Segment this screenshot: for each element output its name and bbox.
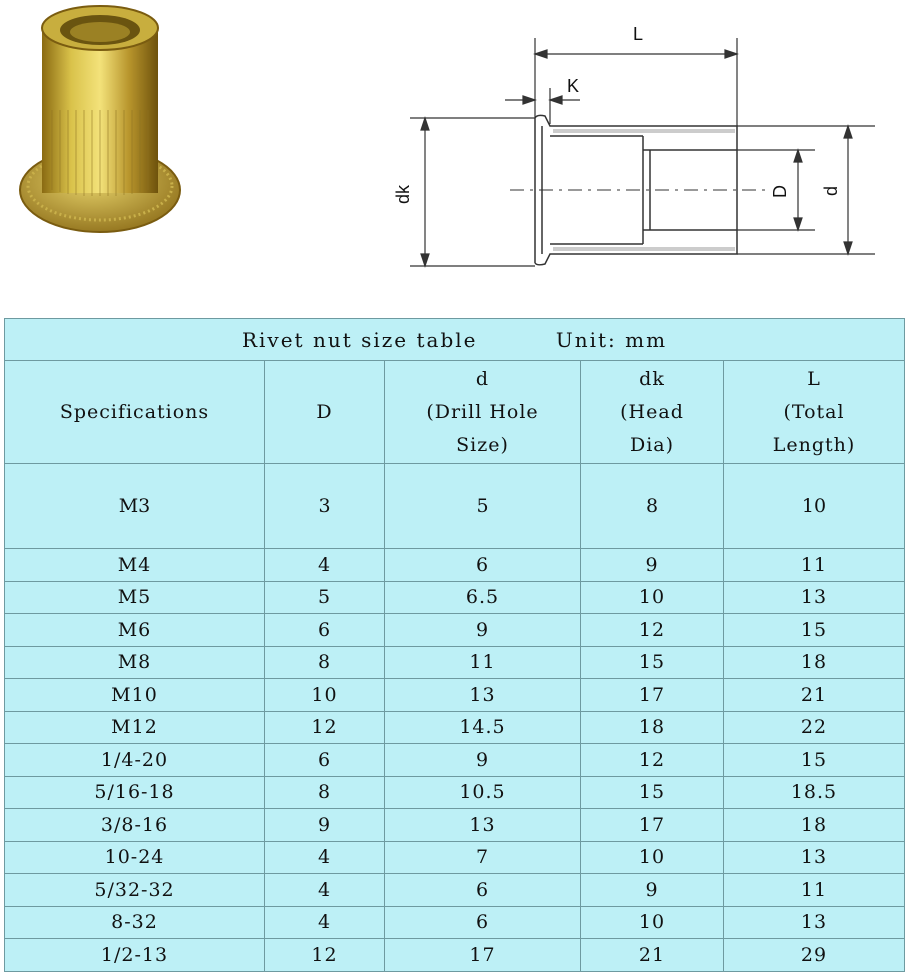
cell-D: 10	[265, 679, 385, 712]
table-title	[5, 319, 905, 361]
cell-d: 17	[385, 939, 581, 972]
table-row	[5, 581, 905, 614]
cell-spec: 5/32-32	[5, 874, 265, 907]
cell-dk: 15	[581, 646, 724, 679]
cell-spec: M5	[5, 581, 265, 614]
cell-d: 6	[385, 906, 581, 939]
cell-D: 3	[265, 464, 385, 549]
cell-spec: M8	[5, 646, 265, 679]
table-row	[5, 614, 905, 647]
cell-L: 11	[724, 874, 905, 907]
label-L: L	[633, 24, 644, 44]
label-K: K	[567, 76, 580, 96]
cell-dk: 12	[581, 614, 724, 647]
cell-dk: 10	[581, 841, 724, 874]
table-row	[5, 464, 905, 549]
label-D: D	[770, 185, 790, 198]
header-L	[724, 361, 905, 464]
cell-L: 22	[724, 711, 905, 744]
cell-L: 13	[724, 906, 905, 939]
cell-d: 13	[385, 809, 581, 842]
cell-D: 8	[265, 646, 385, 679]
header-line: D	[316, 400, 333, 423]
table-row	[5, 906, 905, 939]
cell-spec: M3	[5, 464, 265, 549]
header-D	[265, 361, 385, 464]
cell-dk: 10	[581, 906, 724, 939]
table-title-text: Rivet nut size table	[241, 327, 478, 352]
rivet-nut-drawing	[385, 18, 885, 288]
cell-d: 13	[385, 679, 581, 712]
cell-spec: 5/16-18	[5, 776, 265, 809]
cell-L: 15	[724, 744, 905, 777]
cell-D: 8	[265, 776, 385, 809]
table-unit: Unit: mm	[555, 327, 668, 352]
cell-dk: 15	[581, 776, 724, 809]
cell-dk: 21	[581, 939, 724, 972]
table-row	[5, 679, 905, 712]
cell-D: 12	[265, 711, 385, 744]
cell-spec: M12	[5, 711, 265, 744]
cell-d: 9	[385, 614, 581, 647]
table-row	[5, 874, 905, 907]
cell-L: 10	[724, 464, 905, 549]
header-specifications	[5, 361, 265, 464]
cell-D: 5	[265, 581, 385, 614]
cell-L: 13	[724, 581, 905, 614]
header-line: dk	[639, 367, 665, 390]
cell-D: 12	[265, 939, 385, 972]
cell-d: 9	[385, 744, 581, 777]
cell-spec: 8-32	[5, 906, 265, 939]
table-row	[5, 776, 905, 809]
cell-L: 18	[724, 646, 905, 679]
cell-dk: 9	[581, 549, 724, 582]
cell-L: 13	[724, 841, 905, 874]
cell-d: 6	[385, 549, 581, 582]
header-line: L	[807, 367, 821, 390]
cell-D: 6	[265, 614, 385, 647]
table-row	[5, 939, 905, 972]
cell-d: 7	[385, 841, 581, 874]
cell-D: 9	[265, 809, 385, 842]
cell-L: 29	[724, 939, 905, 972]
rivet-nut-photo	[0, 0, 200, 250]
header-line: Specifications	[59, 400, 210, 423]
cell-dk: 9	[581, 874, 724, 907]
header-line: (Total	[783, 400, 845, 423]
label-dk: dk	[393, 184, 413, 204]
cell-spec: M4	[5, 549, 265, 582]
cell-dk: 18	[581, 711, 724, 744]
cell-d: 14.5	[385, 711, 581, 744]
header-dk	[581, 361, 724, 464]
cell-dk: 17	[581, 809, 724, 842]
cell-d: 10.5	[385, 776, 581, 809]
cell-spec: M10	[5, 679, 265, 712]
cell-dk: 8	[581, 464, 724, 549]
cell-D: 4	[265, 874, 385, 907]
cell-dk: 17	[581, 679, 724, 712]
cell-spec: M6	[5, 614, 265, 647]
cell-dk: 12	[581, 744, 724, 777]
cell-D: 4	[265, 549, 385, 582]
cell-d: 6.5	[385, 581, 581, 614]
cell-d: 6	[385, 874, 581, 907]
table-row	[5, 841, 905, 874]
table-row	[5, 744, 905, 777]
header-row	[5, 361, 905, 464]
cell-L: 11	[724, 549, 905, 582]
table-row	[5, 646, 905, 679]
cell-dk: 10	[581, 581, 724, 614]
cell-spec: 10-24	[5, 841, 265, 874]
cell-L: 18	[724, 809, 905, 842]
cell-spec: 3/8-16	[5, 809, 265, 842]
cell-D: 4	[265, 906, 385, 939]
table-row	[5, 549, 905, 582]
header-line: Length)	[772, 433, 856, 456]
header-line: d	[475, 367, 490, 390]
cell-L: 15	[724, 614, 905, 647]
header-line: (Drill Hole	[426, 400, 539, 423]
cell-D: 6	[265, 744, 385, 777]
header-line: (Head	[620, 400, 684, 423]
table-row	[5, 809, 905, 842]
table-body	[5, 464, 905, 972]
cell-spec: 1/4-20	[5, 744, 265, 777]
label-d: d	[821, 185, 841, 196]
cell-d: 5	[385, 464, 581, 549]
cell-L: 18.5	[724, 776, 905, 809]
cell-d: 11	[385, 646, 581, 679]
header-line: Dia)	[629, 433, 675, 456]
table-row	[5, 711, 905, 744]
rivet-nut-size-table	[4, 318, 905, 972]
cell-L: 21	[724, 679, 905, 712]
header-d	[385, 361, 581, 464]
cell-spec: 1/2-13	[5, 939, 265, 972]
header-line: Size)	[456, 433, 509, 456]
cell-D: 4	[265, 841, 385, 874]
